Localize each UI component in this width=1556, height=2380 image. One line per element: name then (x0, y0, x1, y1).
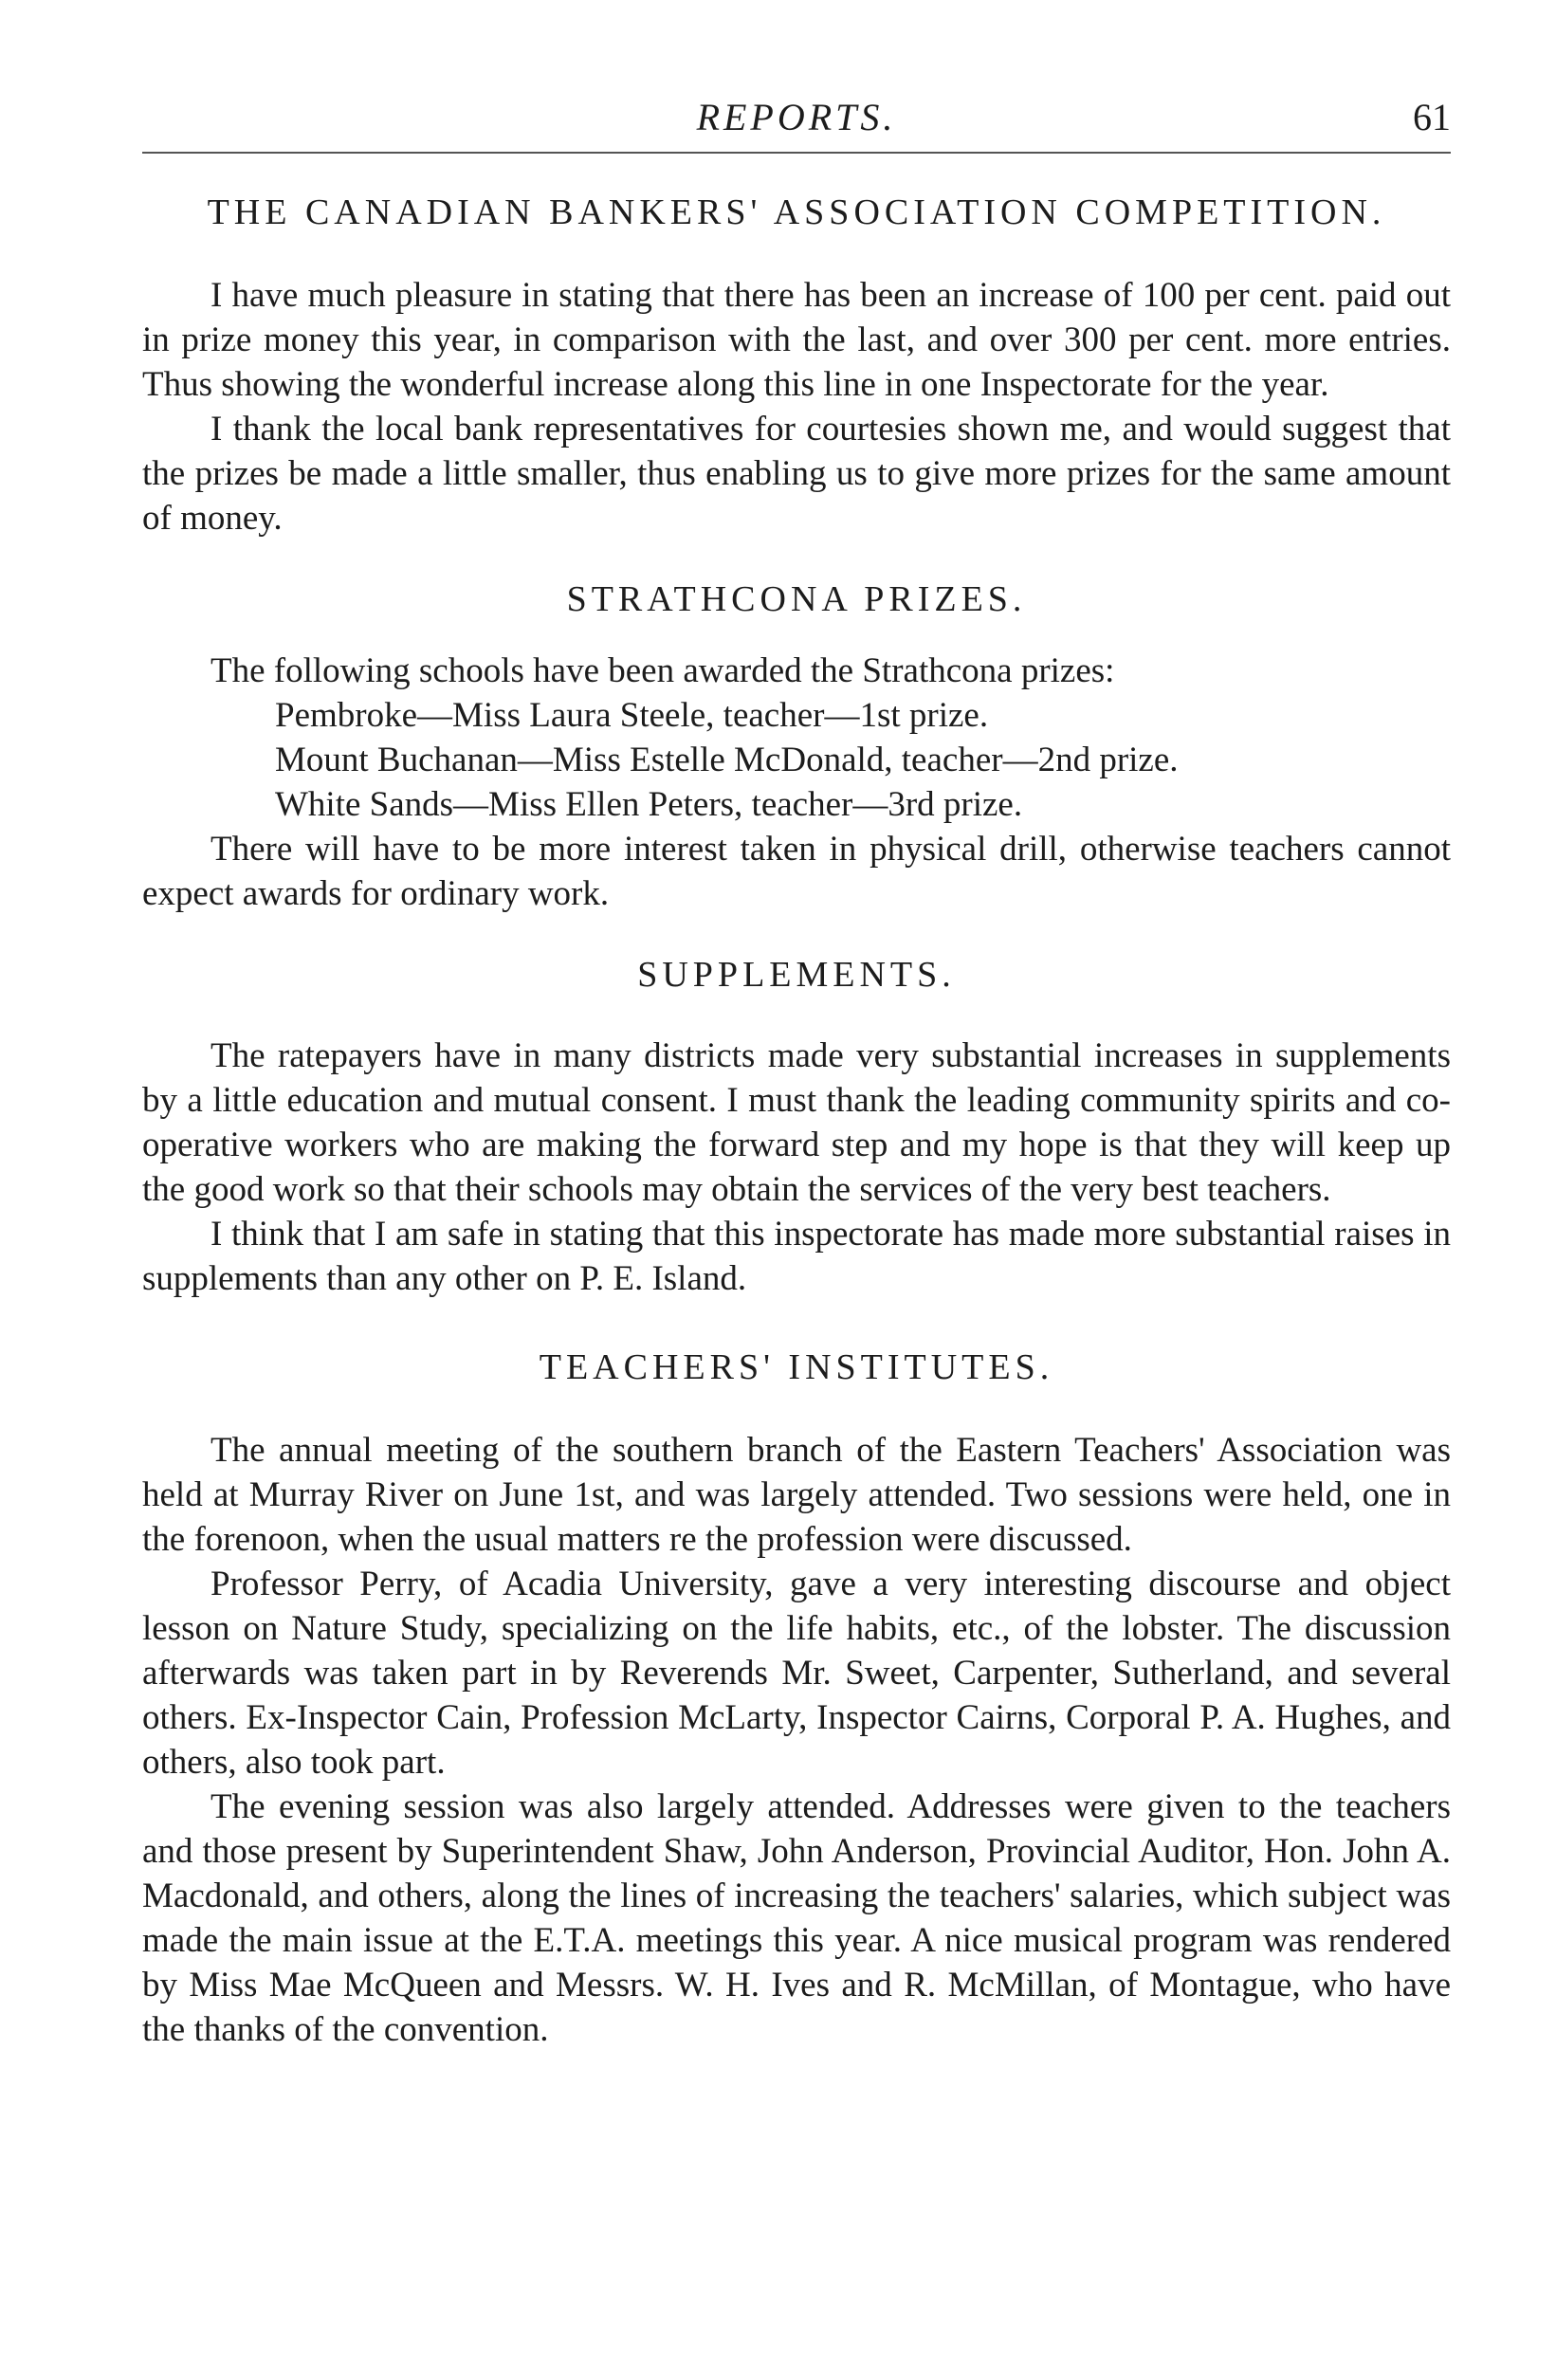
running-title: REPORTS. (696, 96, 897, 138)
section-heading: THE CANADIAN BANKERS' ASSOCIATION COMPETITION. (207, 192, 1386, 232)
section-heading: STRATHCONA PRIZES. (566, 579, 1027, 619)
section-strathcona-prizes (142, 577, 1451, 916)
paragraph: There will have to be more interest taken in physical drill, otherwise teachers cannot expect awards for ordinary work. (142, 830, 1451, 913)
paragraph: The evening session was also largely attended. Addresses were given to the teachers and those present by Superintendent Shaw, John Anderson, Provincial Auditor, Hon. John A. Macdonald, and others, along the lines of increasing the teachers' salaries, which subject was made the main issue at the E.T.A. meetings this year. A nice musical program was rendered by Miss Mae McQueen and Messrs. W. H. Ives and R. McMillan, of Montague, who have the thanks of the convention. (142, 1787, 1451, 2049)
section-bankers-competition (142, 190, 1451, 540)
section-heading: SUPPLEMENTS. (637, 955, 956, 995)
prize-item: Pembroke—Miss Laura Steele, teacher—1st prize. (275, 696, 989, 735)
paragraph: The ratepayers have in many districts made very substantial increases in supplements by a little education and mutual consent. I must thank the leading community spirits and co-operative workers who are making the forward step and my hope is that they will keep up the good work so that their schools may obtain the services of the very best teachers. (142, 1036, 1451, 1209)
paragraph: The following schools have been awarded the Strathcona prizes: (211, 651, 1115, 690)
section-heading: TEACHERS' INSTITUTES. (539, 1347, 1054, 1387)
paragraph: I have much pleasure in stating that there has been an increase of 100 per cent. paid out in prize money this year, in comparison with the last, and over 300 per cent. more entries. Thus showing the wonderful increase along this line in one Inspectorate for the year. (142, 276, 1451, 404)
page-number: 61 (1413, 96, 1451, 138)
running-head (142, 95, 1451, 154)
prize-item: White Sands—Miss Ellen Peters, teacher—3rd prize. (275, 785, 1023, 824)
paragraph: The annual meeting of the southern branch of the Eastern Teachers' Association was held at Murray River on June 1st, and was largely attended. Two sessions were held, one in the forenoon, when the usual matters re the profession were discussed. (142, 1431, 1451, 1559)
section-supplements (142, 952, 1451, 1301)
section-teachers-institutes (142, 1345, 1451, 2052)
prize-item: Mount Buchanan—Miss Estelle McDonald, teacher—2nd prize. (275, 741, 1179, 779)
page-content (142, 190, 1451, 2052)
paragraph: Professor Perry, of Acadia University, gave a very interesting discourse and object lesson on Nature Study, specializing on the life habits, etc., of the lobster. The discussion afterwards was taken part in by Reverends Mr. Sweet, Carpenter, Sutherland, and several others. Ex-Inspector Cain, Profession McLarty, Inspector Cairns, Corporal P. A. Hughes, and others, also took part. (142, 1565, 1451, 1782)
paragraph: I thank the local bank representatives for courtesies shown me, and would suggest that the prizes be made a little smaller, thus enabling us to give more prizes for the same amount of money. (142, 410, 1451, 538)
paragraph: I think that I am safe in stating that this inspectorate has made more substantial raises in supplements than any other on P. E. Island. (142, 1215, 1451, 1298)
